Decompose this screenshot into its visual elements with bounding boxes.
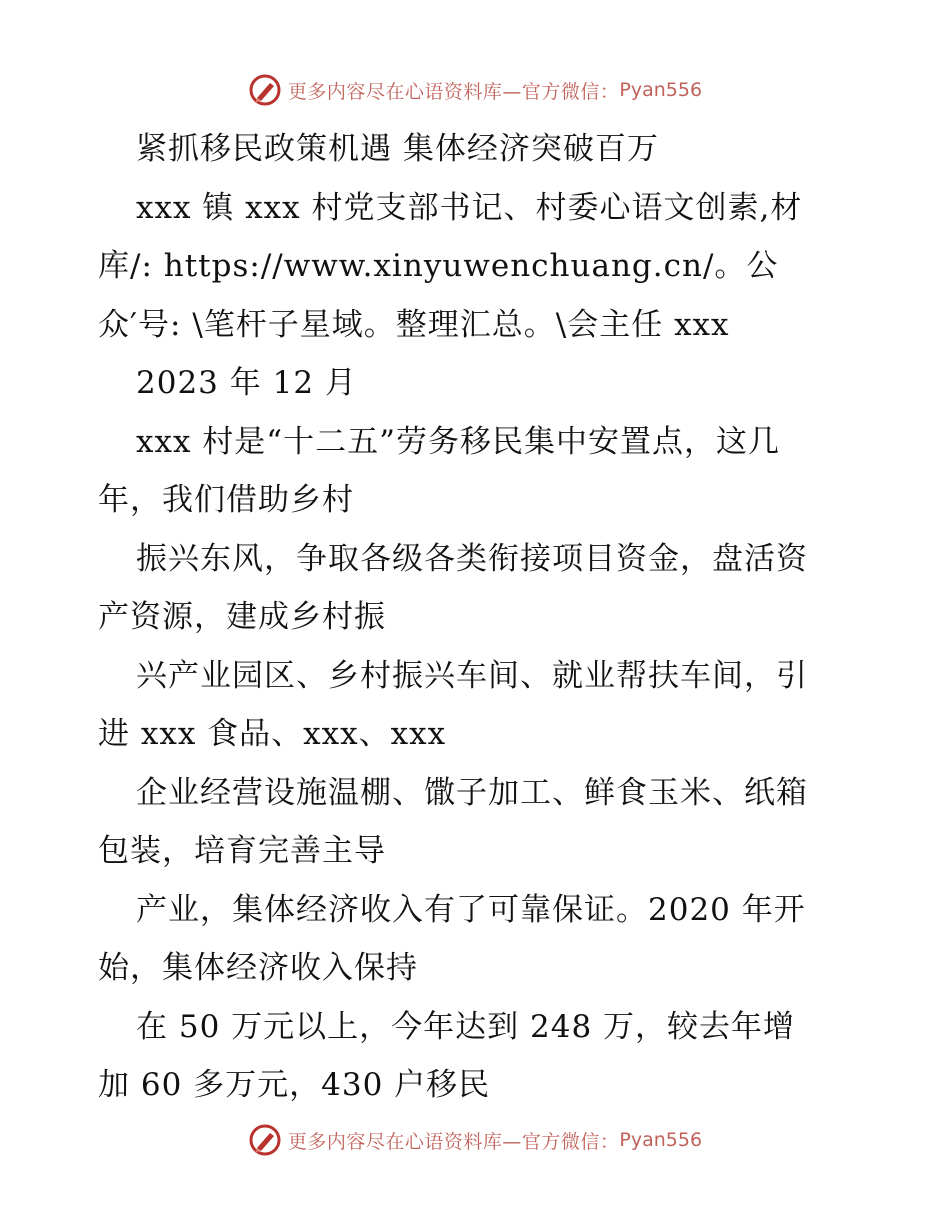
text-line: 振兴东风，争取各级各类衔接项目资金，盘活资 bbox=[136, 540, 808, 577]
text-line: 始，集体经济收入保持 bbox=[98, 950, 418, 986]
document-title: 紧抓移民政策机遇 集体经济突破百万 bbox=[136, 131, 659, 167]
text-line: 产资源，建成乡村振 bbox=[98, 599, 386, 635]
text-line: 年，我们借助乡村 bbox=[98, 482, 354, 518]
text-line: 包装，培育完善主导 bbox=[98, 833, 386, 869]
footer-banner bbox=[0, 1120, 950, 1160]
text-line: 进 xxx 食品、xxx、xxx bbox=[98, 716, 447, 752]
pen-circle-logo-icon bbox=[248, 1123, 282, 1157]
header-banner bbox=[0, 70, 950, 110]
text-line: 2023 年 12 月 bbox=[136, 365, 357, 401]
text-line: xxx 村是“十二五”劳务移民集中安置点，这几 bbox=[136, 423, 780, 460]
text-line: 兴产业园区、乡村振兴车间、就业帮扶车间，引 bbox=[136, 657, 808, 694]
document-body bbox=[98, 120, 858, 1115]
text-line: 企业经营设施温棚、馓子加工、鲜食玉米、纸箱 bbox=[136, 774, 808, 811]
text-line: 在 50 万元以上，今年达到 248 万，较去年增 bbox=[136, 1008, 796, 1045]
header-banner-contact: Pyan556 bbox=[619, 79, 703, 101]
pen-circle-logo-icon bbox=[248, 73, 282, 107]
text-line: 加 60 多万元，430 户移民 bbox=[98, 1067, 491, 1103]
text-line: 众′号: \笔杆子星域。整理汇总。\会主任 xxx bbox=[98, 306, 730, 343]
text-line: 库/: https://www.xinyuwenchuang.cn/。公 bbox=[98, 248, 779, 284]
text-line: xxx 镇 xxx 村党支部书记、村委心语文创素,材 bbox=[136, 189, 803, 226]
header-banner-text: 更多内容尽在心语资料库—官方微信： bbox=[287, 80, 620, 103]
footer-banner-contact: Pyan556 bbox=[619, 1129, 703, 1151]
text-line: 产业，集体经济收入有了可靠保证。2020 年开 bbox=[136, 891, 806, 928]
footer-banner-text: 更多内容尽在心语资料库—官方微信： bbox=[287, 1130, 620, 1153]
